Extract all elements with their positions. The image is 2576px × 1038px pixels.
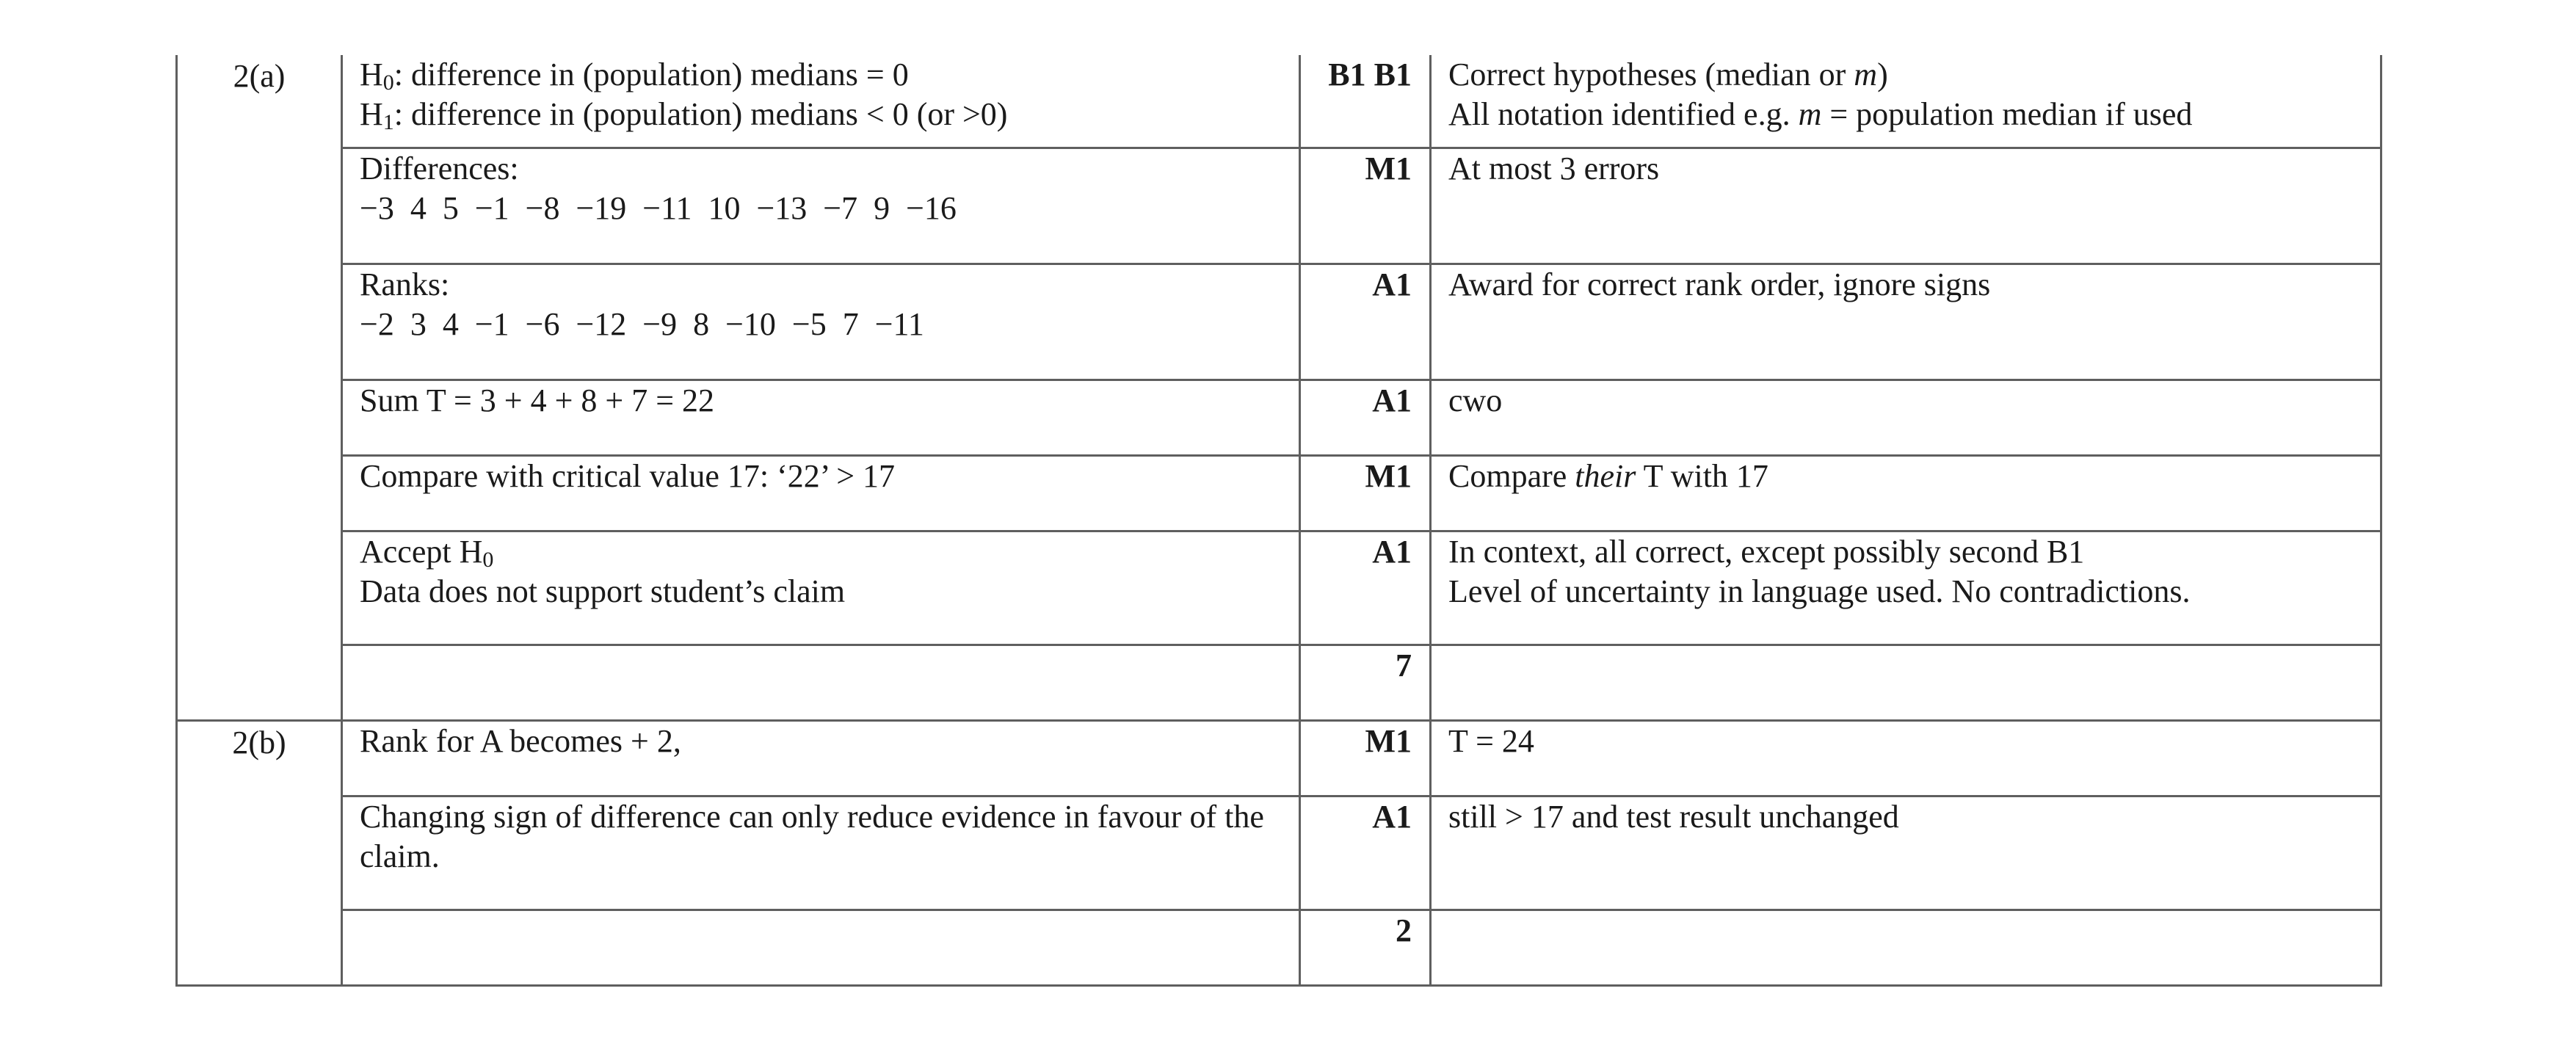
guidance-cell	[1431, 645, 2381, 721]
conclusion-in-context: Data does not support student’s claim	[360, 573, 846, 609]
compare-critical-value: Compare with critical value 17: ‘22’ > 17	[360, 458, 896, 494]
differences-values: −3 4 5 −1 −8 −19 −11 10 −13 −7 9 −16	[360, 190, 957, 226]
changing-sign-explanation: Changing sign of difference can only reduce evidence in favour of the claim.	[360, 799, 1264, 874]
table-row	[177, 55, 2381, 148]
mark-cell: A1	[1300, 796, 1431, 910]
table-row	[177, 148, 2381, 264]
accept-h0: Accept $H_0$	[360, 534, 494, 572]
table-row	[177, 910, 2381, 986]
guidance-cell: Compare their T with 17	[1431, 456, 2381, 531]
mark-cell: M1	[1300, 148, 1431, 264]
guidance-line: All notation identified e.g. m = population median if used	[1448, 96, 2193, 132]
table-row	[177, 721, 2381, 796]
rank-for-a: Rank for A becomes + 2,	[360, 723, 681, 759]
ranks-values: −2 3 4 −1 −6 −12 −9 8 −10 −5 7 −11	[360, 306, 924, 342]
guidance-cell	[1431, 55, 2381, 148]
guidance-cell: T = 24	[1431, 721, 2381, 796]
table-row	[177, 531, 2381, 645]
answer-cell	[342, 148, 1300, 264]
guidance-cell: At most 3 errors	[1431, 148, 2381, 264]
answer-cell	[342, 796, 1300, 910]
ranks-label: Ranks:	[360, 266, 450, 302]
mark-cell: M1	[1300, 721, 1431, 796]
mark-cell: A1	[1300, 264, 1431, 380]
table-row	[177, 264, 2381, 380]
answer-cell	[342, 910, 1300, 986]
answer-cell	[342, 645, 1300, 721]
sum-t: Sum T = 3 + 4 + 8 + 7 = 22	[360, 382, 715, 418]
mark-cell: A1	[1300, 380, 1431, 456]
mark-cell: B1 B1	[1300, 55, 1431, 148]
answer-cell	[342, 264, 1300, 380]
guidance-cell	[1431, 910, 2381, 986]
guidance-cell: Award for correct rank order, ignore signs	[1431, 264, 2381, 380]
guidance-cell: In context, all correct, except possibly second B1 Level of uncertainty in language used. No contradictions.	[1431, 531, 2381, 645]
answer-cell	[342, 531, 1300, 645]
guidance-cell: cwo	[1431, 380, 2381, 456]
null-hypothesis: $H_0$: difference in (population) medians = 0	[360, 57, 909, 95]
guidance-cell: still > 17 and test result unchanged	[1431, 796, 2381, 910]
table-row	[177, 380, 2381, 456]
answer-cell	[342, 55, 1300, 148]
answer-cell	[342, 456, 1300, 531]
differences-label: Differences:	[360, 150, 519, 186]
mark-cell: M1	[1300, 456, 1431, 531]
answer-cell	[342, 721, 1300, 796]
question-label-2b: 2(b)	[177, 721, 342, 986]
answer-cell	[342, 380, 1300, 456]
mark-scheme-table	[175, 55, 2382, 987]
table-row	[177, 456, 2381, 531]
question-label-2a: 2(a)	[177, 55, 342, 721]
alternative-hypothesis: $H_1$: difference in (population) medians < 0 (or >0)	[360, 96, 1008, 134]
guidance-line: Correct hypotheses (median or m)	[1448, 57, 1888, 92]
total-marks: 7	[1300, 645, 1431, 721]
table-row	[177, 796, 2381, 910]
table-row	[177, 645, 2381, 721]
total-marks: 2	[1300, 910, 1431, 986]
mark-cell: A1	[1300, 531, 1431, 645]
